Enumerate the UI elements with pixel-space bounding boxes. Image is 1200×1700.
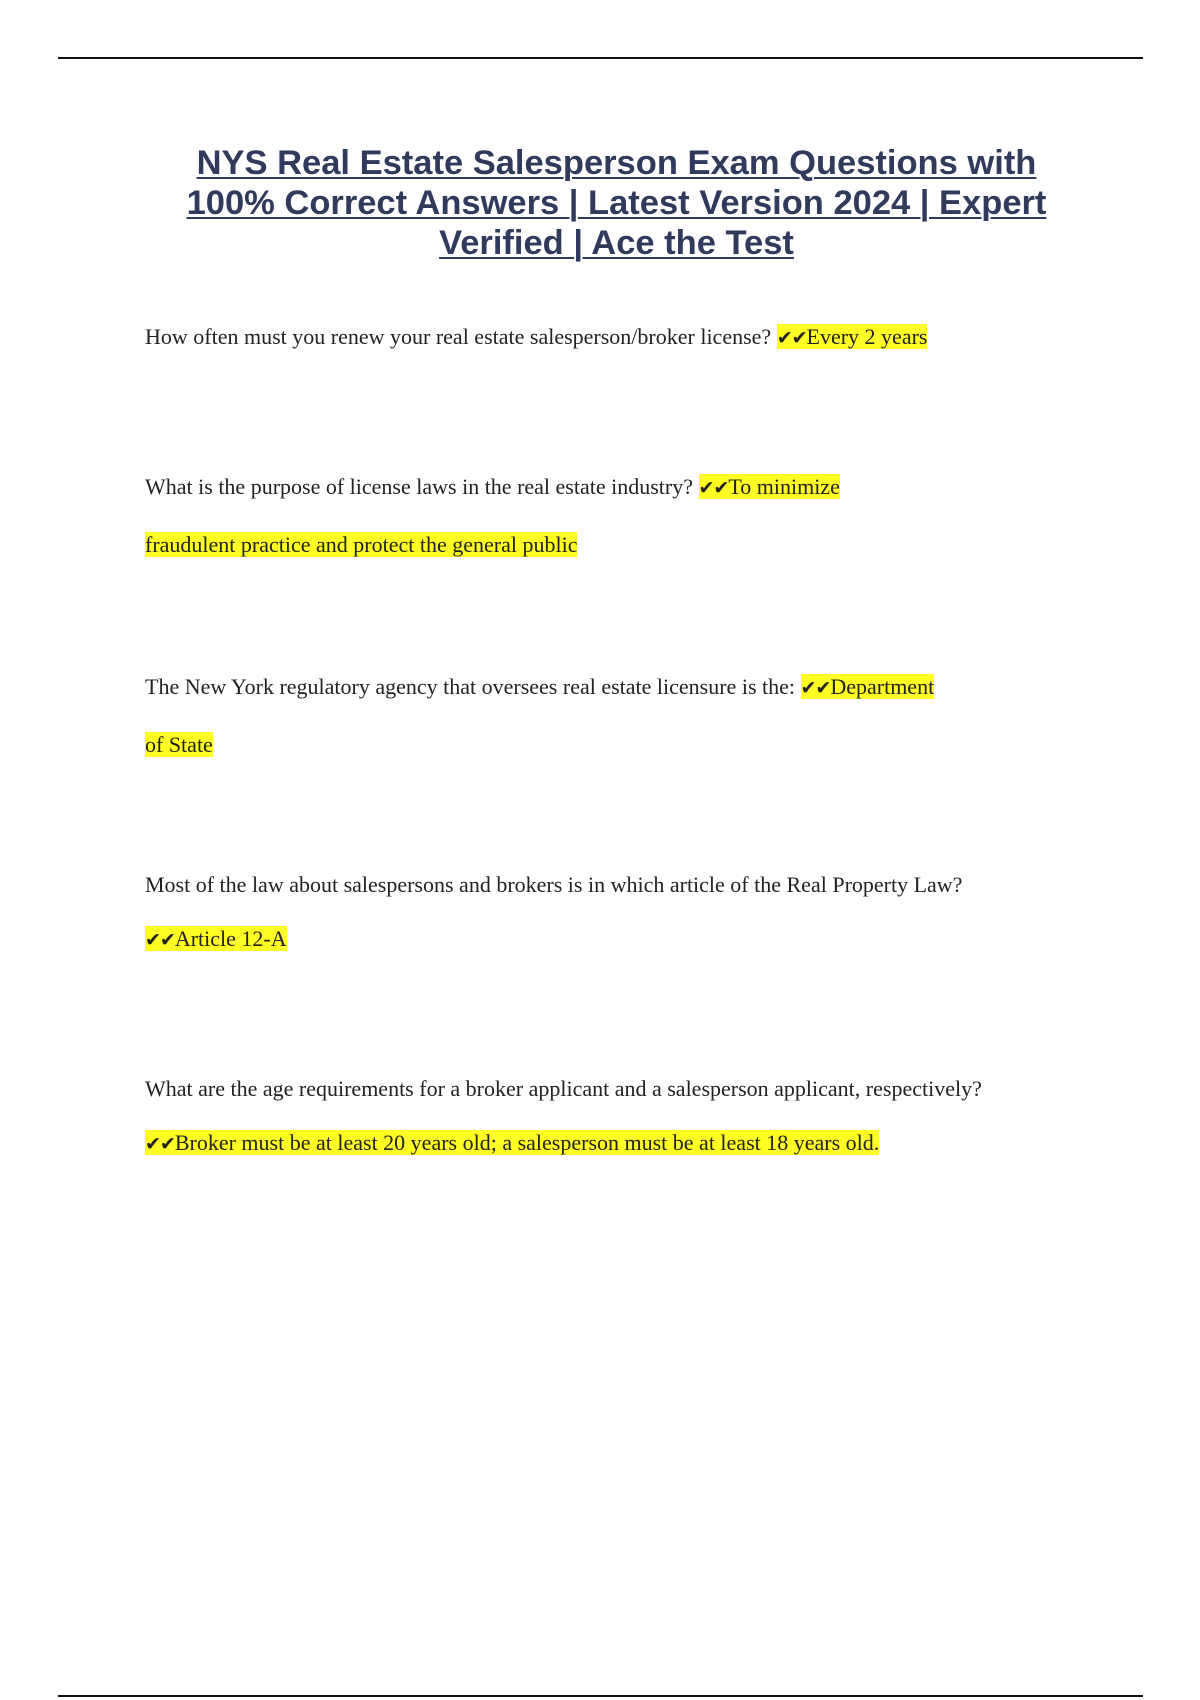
bottom-rule [58, 1695, 1143, 1697]
qa-item-4-answer [145, 924, 1065, 955]
qa-item-3-continued [145, 730, 1065, 760]
answer-highlight [699, 474, 840, 499]
answer-text: Article 12-A [174, 926, 287, 951]
check-icon: ✔✔ [145, 929, 175, 951]
answer-text: To minimize [728, 474, 840, 499]
answer-text: of State [145, 732, 213, 757]
check-icon: ✔✔ [800, 677, 831, 699]
question-text: Most of the law about salespersons and brokers is in which article of the Real Property Law? [145, 872, 963, 897]
check-icon: ✔✔ [776, 327, 807, 349]
qa-item-2 [145, 472, 1065, 503]
top-rule [58, 57, 1143, 59]
answer-text: fraudulent practice and protect the general public [145, 532, 578, 557]
answer-text: Every 2 years [806, 324, 928, 349]
qa-item-1 [145, 322, 1065, 353]
qa-item-3 [145, 672, 1065, 703]
title-line-2: 100% Correct Answers | Latest Version 2024 | Expert [186, 184, 1047, 222]
answer-text: Broker must be at least 20 years old; a salesperson must be at least 18 years old. [174, 1130, 880, 1155]
question-text: The New York regulatory agency that oversees real estate licensure is the: [145, 674, 795, 699]
document-title [100, 143, 1133, 263]
question-text: How often must you renew your real estate salesperson/broker license? [145, 324, 772, 349]
answer-highlight [777, 324, 928, 349]
check-icon: ✔✔ [145, 1133, 175, 1155]
question-text: What is the purpose of license laws in the real estate industry? [145, 474, 693, 499]
title-line-3: Verified | Ace the Test [439, 224, 794, 262]
qa-item-5-answer [145, 1128, 1065, 1159]
answer-highlight [145, 1130, 879, 1155]
question-text: What are the age requirements for a broker applicant and a salesperson applicant, respectively? [145, 1076, 982, 1101]
title-line-1: NYS Real Estate Salesperson Exam Questions with [196, 144, 1037, 182]
qa-item-5 [145, 1074, 1065, 1104]
answer-highlight [801, 674, 935, 699]
answer-text: Department [830, 674, 935, 699]
qa-item-4 [145, 870, 1065, 900]
answer-highlight [145, 926, 287, 951]
qa-item-2-continued [145, 530, 1065, 560]
check-icon: ✔✔ [698, 477, 729, 499]
